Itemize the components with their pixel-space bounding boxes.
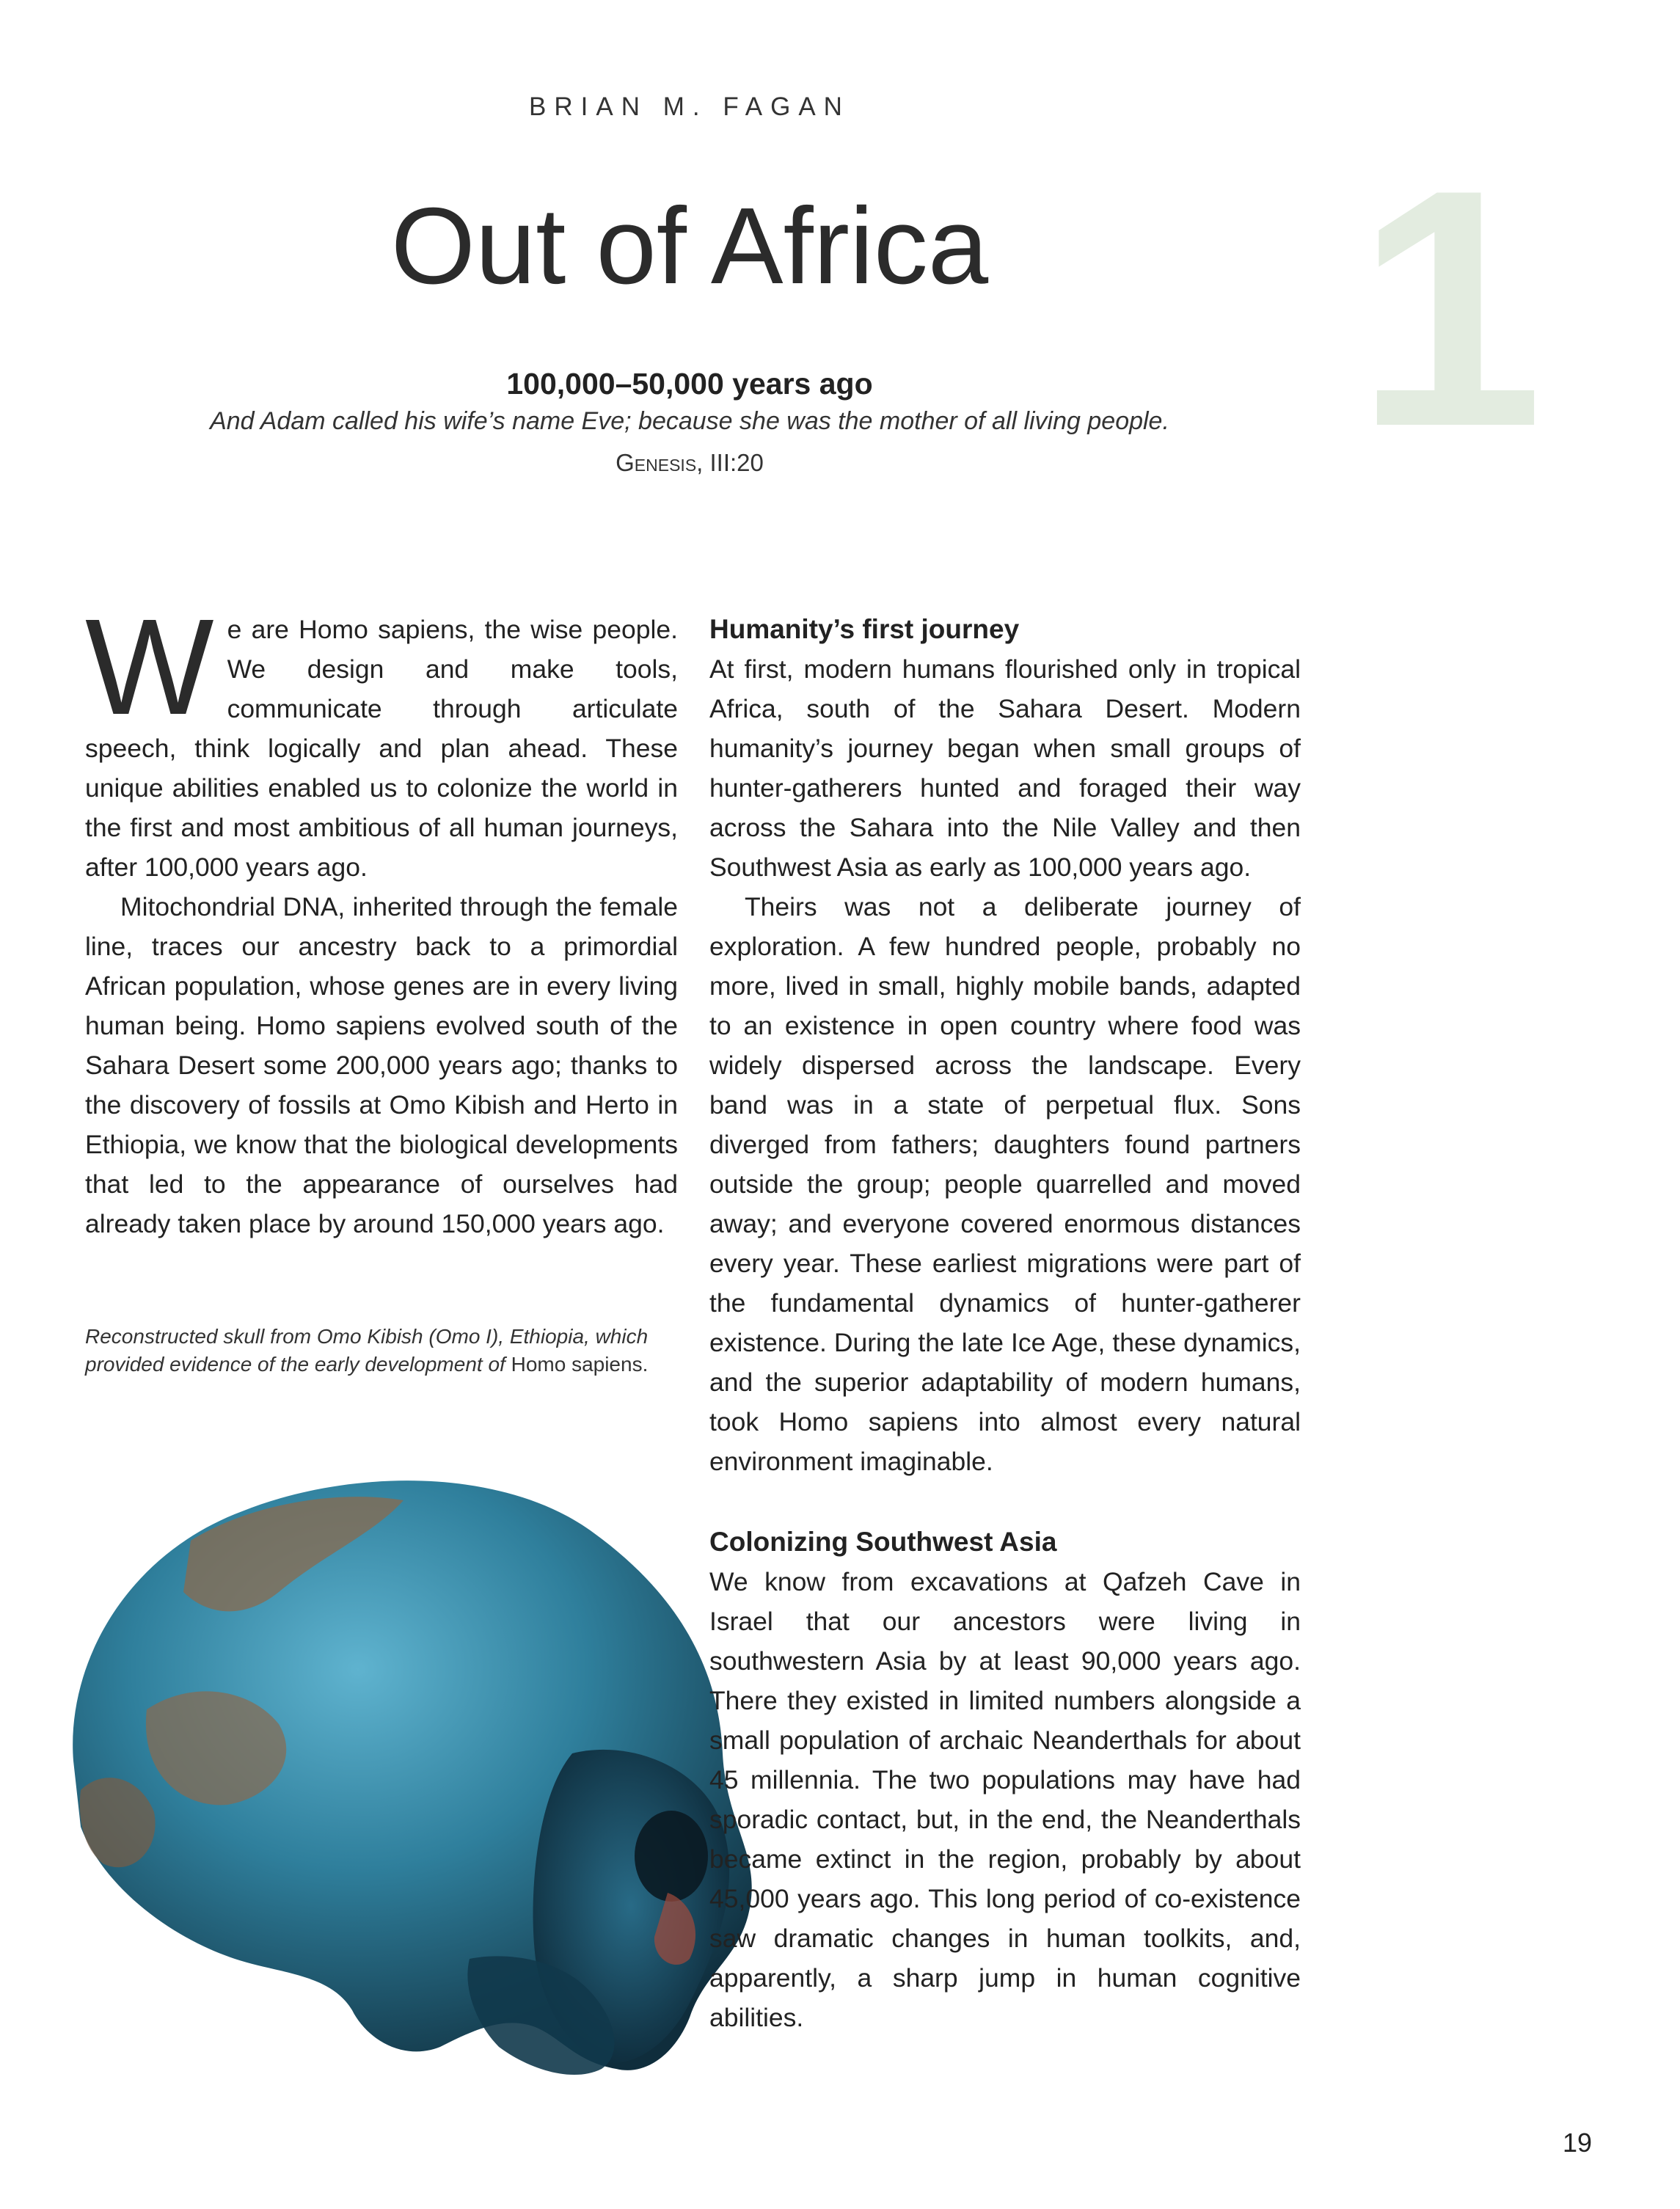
time-period-subtitle: 100,000–50,000 years ago: [506, 367, 873, 401]
epigraph-source: Genesis, III:20: [616, 449, 764, 476]
caption-text: Reconstructed skull from Omo Kibish (Omo I), Ethiopia, which provided evidence of the early development of: [85, 1325, 649, 1376]
right-column: [709, 610, 1301, 2037]
intro-paragraph: [85, 591, 678, 887]
caption-species: Homo sapiens.: [511, 1353, 649, 1376]
chapter-title: Out of Africa: [390, 186, 989, 307]
author-name: BRIAN M. FAGAN: [529, 92, 850, 121]
figure-caption: [85, 1323, 691, 1379]
southwest-asia-paragraph: We know from excavations at Qafzeh Cave in Israel that our ancestors were living in southwestern Asia by at least 90,000 years ago. There they existed in limited numbers alongside a small population of archaic Neanderthals for about 45 millennia. The two populations may have had sporadic contact, but, in the end, the Neanderthals became extinct in the region, probably by about 45,000 years ago. This long period of co-existence saw dramatic changes in human toolkits, and, apparently, a sharp jump in human cognitive abilities.: [709, 1567, 1301, 2032]
drop-cap: W: [85, 591, 214, 743]
chapter-number: 1: [1356, 120, 1544, 497]
section-heading-first-journey: Humanity’s first journey: [709, 614, 1020, 644]
page-number: 19: [1563, 2128, 1593, 2158]
section-heading-southwest-asia: Colonizing Southwest Asia: [709, 1527, 1057, 1557]
skull-eye-socket: [635, 1811, 708, 1902]
exploration-paragraph: Theirs was not a deliberate journey of exploration. A few hundred people, probably no more, lived in small, highly mobile bands, adapted to an existence in open country where food was widely dispersed across the landscape. Every band was in a state of perpetual flux. Sons diverged from fathers; daughters found partners outside the group; people quarrelled and moved away; and everyone covered enormous distances every year. These earliest migrations were part of the fundamental dynamics of hunter-gatherer existence. During the late Ice Age, these dynamics, and the superior adaptability of modern humans, took Homo sapiens into almost every natural environment imaginable.: [709, 892, 1301, 1476]
left-column: [85, 591, 678, 1244]
epigraph-quote: And Adam called his wife’s name Eve; because she was the mother of all living people.: [210, 407, 1169, 435]
dna-paragraph: Mitochondrial DNA, inherited through the female line, traces our ancestry back to a primordial African population, whose genes are in every living human being. Homo sapiens evolved south of the Sahara Desert some 200,000 years ago; thanks to the discovery of fossils at Omo Kibish and Herto in Ethiopia, we know that the biological developments that led to the appearance of ourselves had already taken place by around 150,000 years ago.: [85, 892, 678, 1238]
skull-illustration: [59, 1445, 822, 2091]
skull-photo: [59, 1445, 822, 2091]
intro-paragraph-text: e are Homo sapiens, the wise people. We design and make tools, communicate through articulate speech, think logically and plan ahead. These unique abilities enabled us to colonize the world in the first and most ambitious of all human journeys, after 100,000 years ago.: [85, 615, 678, 882]
first-journey-paragraph: At first, modern humans flourished only in tropical Africa, south of the Sahara Desert. Modern humanity’s journey began when small groups of hunter-gatherers hunted and foraged their way across the Sahara into the Nile Valley and then Southwest Asia as early as 100,000 years ago.: [709, 654, 1301, 882]
